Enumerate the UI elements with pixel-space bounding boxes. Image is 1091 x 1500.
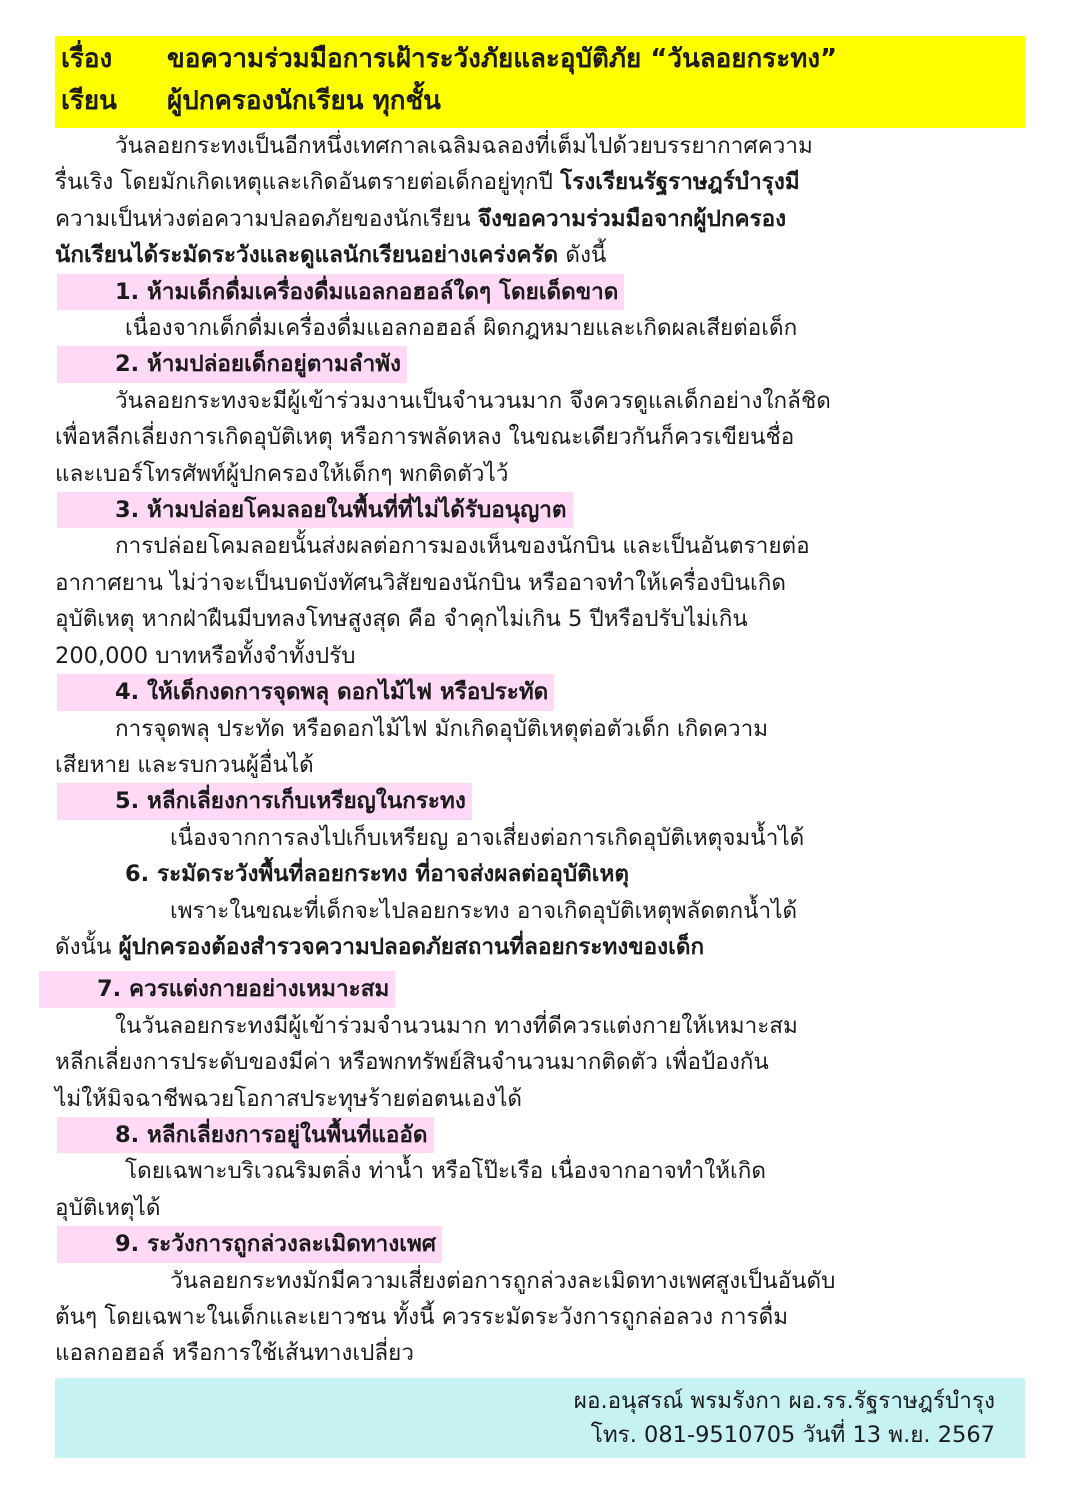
intro-paragraph — [55, 128, 1025, 274]
request-text: จึงขอความร่วมมือจากผู้ปกครอง — [477, 205, 787, 232]
notice-page — [55, 36, 1025, 1458]
item-heading: 8. หลีกเลี่ยงการอยู่ในพื้นที่แออัด — [55, 1117, 1025, 1153]
item-body-line: วันลอยกระทงจะมีผู้เข้าร่วมงานเป็นจำนวนมาก จึงควรดูแลเด็กอย่างใกล้ชิด — [115, 387, 831, 414]
subject-row — [61, 38, 1019, 80]
item-body-line: เสียหาย และรบกวนผู้อื่นได้ — [55, 751, 314, 778]
item-body-line: อากาศยาน ไม่ว่าจะเป็นบดบังทัศนวิสัยของนักบิน หรืออาจทำให้เครื่องบินเกิด — [55, 569, 786, 596]
item-heading: 4. ให้เด็กงดการจุดพลุ ดอกไม้ไฟ หรือประทัด — [55, 674, 1025, 710]
recipient-label: เรียน — [61, 86, 117, 116]
recipient-row — [61, 80, 1019, 122]
item-body-text: ดังนั้น — [55, 933, 119, 960]
item-body-line: วันลอยกระทงมักมีความเสี่ยงต่อการถูกล่วงละเมิดทางเพศสูงเป็นอันดับ — [170, 1267, 836, 1294]
item-body-line: เพื่อหลีกเลี่ยงการเกิดอุบัติเหตุ หรือการพลัดหลง ในขณะเดียวกันก็ควรเขียนชื่อ — [55, 424, 795, 451]
signature-block — [55, 1378, 1025, 1458]
item-body-line: ในวันลอยกระทงมีผู้เข้าร่วมจำนวนมาก ทางที่ดีควรแต่งกายให้เหมาะสม — [115, 1012, 798, 1039]
subject-text: ขอความร่วมมือการเฝ้าระวังภัยและอุบัติภัย “วันลอยกระทง” — [167, 44, 838, 74]
item-body-line: ไม่ให้มิจฉาชีพฉวยโอกาสประทุษร้ายต่อตนเองได้ — [55, 1085, 523, 1112]
contact-line: โทร. 081-9510705 วันที่ 13 พ.ย. 2567 — [590, 1421, 995, 1448]
item-body-line: ต้นๆ โดยเฉพาะในเด็กและเยาวชน ทั้งนี้ ควรระมัดระวังการถูกล่อลวง การดื่ม — [55, 1304, 789, 1330]
item-heading: 3. ห้ามปล่อยโคมลอยในพื้นที่ที่ไม่ได้รับอนุญาต — [55, 492, 1025, 528]
item-heading: 2. ห้ามปล่อยเด็กอยู่ตามลำพัง — [55, 346, 1025, 382]
intro-text: ความเป็นห่วงต่อความปลอดภัยของนักเรียน — [55, 205, 478, 232]
intro-line — [55, 201, 1025, 237]
item-body-line: หลีกเลี่ยงการประดับของมีค่า หรือพกทรัพย์สินจำนวนมากติดตัว เพื่อป้องกัน — [55, 1049, 769, 1076]
item-body-line: แอลกอฮอล์ หรือการใช้เส้นทางเปลี่ยว — [55, 1340, 414, 1367]
subject-label: เรื่อง — [61, 44, 113, 74]
item-body-line: อุบัติเหตุ หากฝ่าฝืนมีบทลงโทษสูงสุด คือ จำคุกไม่เกิน 5 ปีหรือปรับไม่เกิน — [55, 606, 748, 633]
item-body-line: เนื่องจากการลงไปเก็บเหรียญ อาจเสี่ยงต่อการเกิดอุบัติเหตุจมน้ำได้ — [170, 824, 805, 851]
item-body-line: การปล่อยโคมลอยนั้นส่งผลต่อการมองเห็นของนักบิน และเป็นอันตรายต่อ — [115, 533, 810, 560]
recipient-text: ผู้ปกครองนักเรียน ทุกชั้น — [167, 86, 441, 116]
intro-line — [55, 237, 1025, 273]
signer-line: ผอ.อนุสรณ์ พรมรังกา ผอ.รร.รัฐราษฎร์บำรุง — [573, 1387, 995, 1414]
request-text: นักเรียนได้ระมัดระวังและดูแลนักเรียนอย่างเคร่งครัด — [55, 242, 559, 269]
intro-line — [55, 164, 1025, 200]
item-heading: 6. ระมัดระวังพื้นที่ลอยกระทง ที่อาจส่งผลต่ออุบัติเหตุ — [125, 861, 629, 888]
notice-header — [55, 36, 1025, 128]
intro-text: ดังนี้ — [558, 242, 607, 269]
item-heading: 1. ห้ามเด็กดื่มเครื่องดื่มแอลกอฮอล์ใดๆ โดยเด็ดขาด — [55, 274, 1025, 310]
item-body-line: โดยเฉพาะบริเวณริมตลิ่ง ท่าน้ำ หรือโป๊ะเรือ เนื่องจากอาจทำให้เกิด — [125, 1158, 766, 1185]
item-body-line: เพราะในขณะที่เด็กจะไปลอยกระทง อาจเกิดอุบัติเหตุพลัดตกน้ำได้ — [170, 897, 798, 924]
item-body-emphasis: ผู้ปกครองต้องสำรวจความปลอดภัยสถานที่ลอยกระทงของเด็ก — [118, 933, 705, 960]
item-heading: 7. ควรแต่งกายอย่างเหมาะสม — [55, 971, 1025, 1007]
item-body-line: อุบัติเหตุได้ — [55, 1194, 161, 1221]
item-body-line — [55, 929, 1025, 965]
school-name: โรงเรียนรัฐราษฎร์บำรุงมี — [560, 169, 800, 196]
item-body-line: การจุดพลุ ประทัด หรือดอกไม้ไฟ มักเกิดอุบัติเหตุต่อตัวเด็ก เกิดความ — [115, 715, 769, 742]
item-body-line: 200,000 บาทหรือทั้งจำทั้งปรับ — [55, 642, 356, 669]
item-body-line: และเบอร์โทรศัพท์ผู้ปกครองให้เด็กๆ พกติดตัวไว้ — [55, 460, 509, 487]
item-heading: 5. หลีกเลี่ยงการเก็บเหรียญในกระทง — [55, 783, 1025, 819]
item-body-line: เนื่องจากเด็กดื่มเครื่องดื่มแอลกอฮอล์ ผิดกฎหมายและเกิดผลเสียต่อเด็ก — [125, 315, 798, 342]
intro-line: วันลอยกระทงเป็นอีกหนึ่งเทศกาลเฉลิมฉลองที่เต็มไปด้วยบรรยากาศความ — [115, 133, 813, 159]
item-heading: 9. ระวังการถูกล่วงละเมิดทางเพศ — [55, 1226, 1025, 1262]
intro-text: รื่นเริง โดยมักเกิดเหตุและเกิดอันตรายต่อเด็กอยู่ทุกปี — [55, 169, 561, 196]
